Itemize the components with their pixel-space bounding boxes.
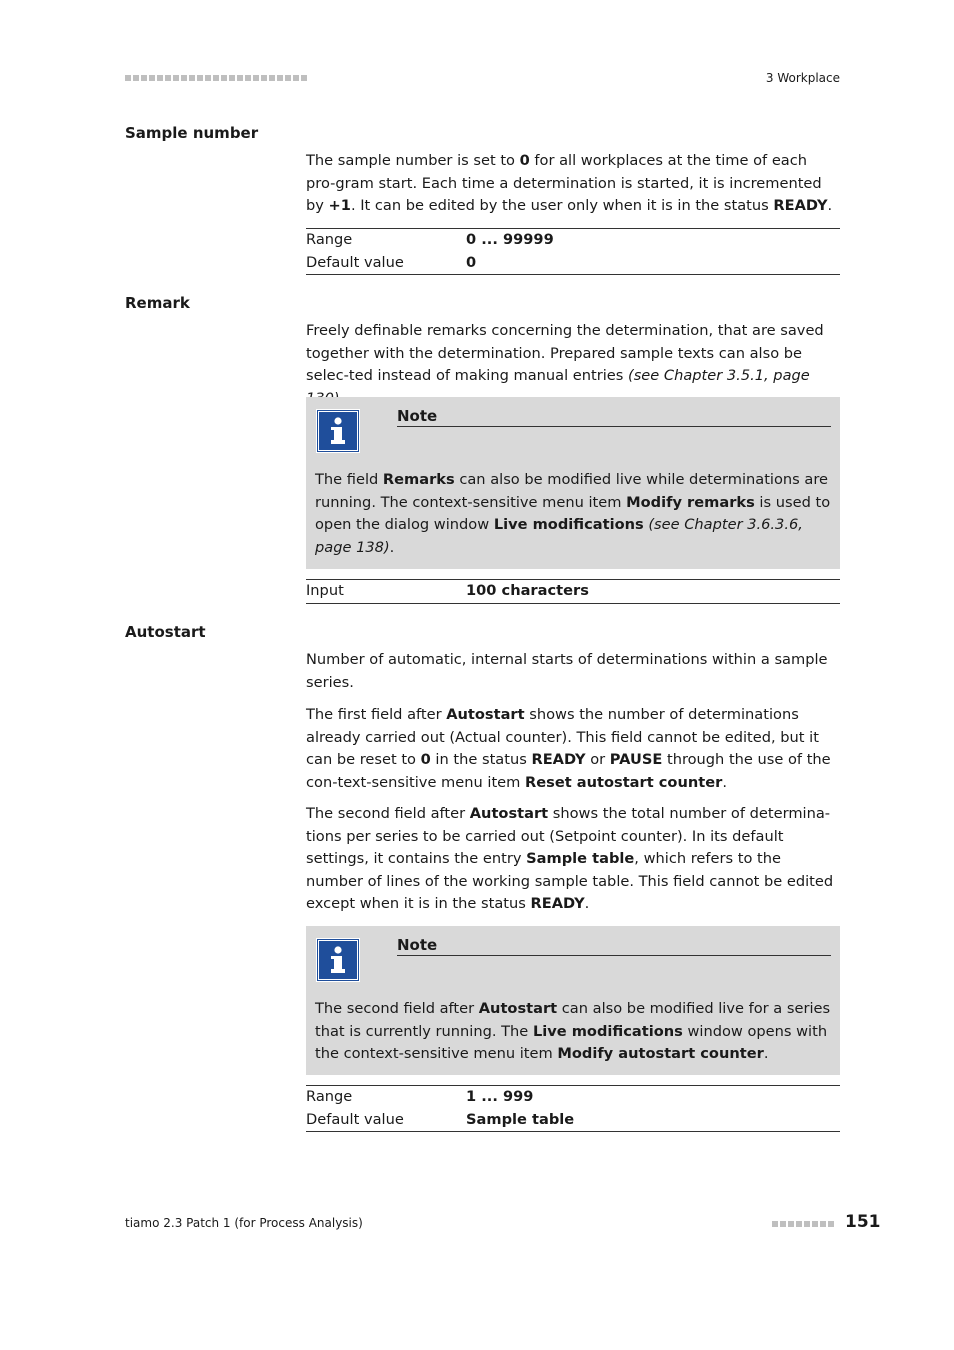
autostart-description-2: The first field after Autostart shows the number of determinations already carried out (Actual counter). This field cannot be edited, but it can be reset to 0 in the status READY or PAUSE through the use of the con-text-sensitive menu item Reset autostart counter. (306, 706, 831, 791)
sample-number-description: The sample number is set to 0 for all workplaces at the time of each pro-gram start. Each time a determination is started, it is incremented by +1. It can be edited by the user only when it is in the status READY. (306, 152, 833, 214)
header-chapter: 3 Workplace (765, 71, 840, 85)
section-title-autostart: Autostart (125, 623, 206, 641)
remark-table (306, 579, 840, 604)
header-dot-bar-icon (125, 74, 307, 82)
autostart-description-3: The second field after Autostart shows the total number of determina-tions per series to be carried out (Setpoint counter). In its default settings, it contains the entry Sample table, which refers to the number of lines of the working sample table. This field cannot be edited except when it is in the status READY. (306, 805, 834, 912)
table-row: Default value Sample table (306, 1110, 575, 1128)
table-row: Default value 0 (306, 253, 477, 271)
autostart-note-box (306, 926, 840, 1075)
table-row: Range 1 ... 999 (306, 1088, 534, 1105)
note-body: The field Remarks can also be modified live while determinations are running. The context-sensitive menu item Modify remarks is used to open the dialog window Live modifications (see Chapter 3.6.3.6, page 138). (315, 471, 831, 556)
footer-dot-bar-icon (772, 1220, 838, 1228)
info-icon (316, 409, 360, 453)
note-title: Note (397, 936, 831, 956)
page-number: 151 (845, 1212, 881, 1232)
autostart-table (306, 1085, 840, 1132)
table-row: Range 0 ... 99999 (306, 231, 554, 248)
remark-note-box (306, 397, 840, 569)
section-title-remark: Remark (125, 294, 190, 312)
info-icon (316, 938, 360, 982)
section-title-sample-number: Sample number (125, 124, 259, 142)
remark-description: Freely definable remarks concerning the determination, that are saved together with the determination. Prepared sample texts can also be selec-ted instead of making manual entries (see Chapter 3.5.1, page (306, 322, 824, 384)
autostart-description-1: Number of automatic, internal starts of determinations within a sample series. (306, 651, 828, 691)
footer-product: tiamo 2.3 Patch 1 (for Process Analysis) (125, 1216, 363, 1230)
note-title: Note (397, 407, 831, 427)
table-row: Input 100 characters (306, 582, 589, 599)
sample-number-table (306, 228, 840, 275)
note-body: The second field after Autostart can also be modified live for a series that is currently running. The Live modifications window opens with the context-sensitive menu item Modify autostart counter. (315, 1000, 831, 1062)
